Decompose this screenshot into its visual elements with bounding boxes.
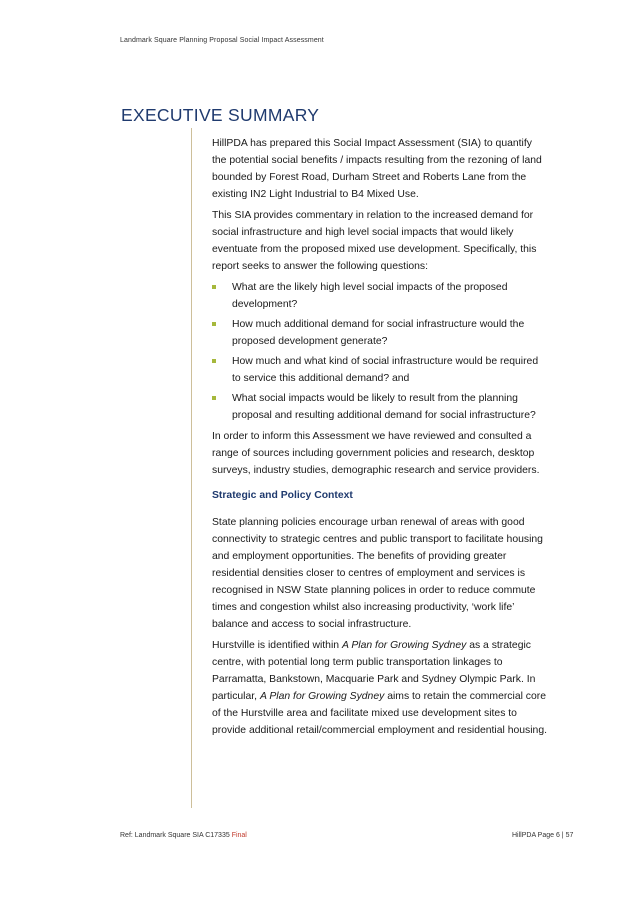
section-heading: Strategic and Policy Context	[212, 490, 353, 501]
status-label: Final	[231, 832, 247, 839]
body-text	[212, 135, 547, 743]
footer-reference: Ref: Landmark Square SIA C17335 Final	[120, 832, 247, 839]
bullet-icon	[212, 396, 216, 400]
paragraph-policy: State planning policies encourage urban renewal of areas with good connectivity to strategic centres and public transport to facilitate housing and employment opportunities. The benefits of providing greater residential densities closer to centres of employment and services is recognised in NSW State planning polices in order to reduce commute times and congestion whilst also increasing productivity, ‘work life’ balance and access to social infrastructure.	[212, 517, 543, 630]
bullet-icon	[212, 359, 216, 363]
list-item: What social impacts would be likely to result from the planning proposal and resulting additional demand for social infrastructure?	[212, 390, 547, 424]
bullet-icon	[212, 285, 216, 289]
margin-rule	[191, 128, 192, 808]
paragraph-hurstville: Hurstville is identified within A Plan for Growing Sydney as a strategic centre, with potential long term public transportation linkages to Parramatta, Bankstown, Macquarie Park and Sydney Olympic Park. In particular, A Plan for Growing Sydney aims to retain the commercial core of the Hurstville area and facilitate mixed use development sites to provide additional retail/commercial employment and residential housing.	[212, 640, 547, 736]
plan-title: A Plan for Growing Sydney	[259, 691, 385, 702]
bullet-icon	[212, 322, 216, 326]
paragraph-sources: In order to inform this Assessment we have reviewed and consulted a range of sources including government policies and research, desktop surveys, industry studies, demographic research and service providers.	[212, 431, 540, 476]
list-item: How much additional demand for social infrastructure would the proposed development generate?	[212, 316, 547, 350]
running-header: Landmark Square Planning Proposal Social Impact Assessment	[120, 37, 324, 44]
page-number: HillPDA Page 6 | 57	[512, 832, 574, 839]
list-item: What are the likely high level social impacts of the proposed development?	[212, 279, 547, 313]
list-item: How much and what kind of social infrastructure would be required to service this additional demand? and	[212, 353, 547, 387]
paragraph-intro: HillPDA has prepared this Social Impact Assessment (SIA) to quantify the potential social benefits / impacts resulting from the rezoning of land bounded by Forest Road, Durham Street and Roberts Lane from the existing IN2 Light Industrial to B4 Mixed Use.	[212, 138, 542, 200]
paragraph-commentary: This SIA provides commentary in relation to the increased demand for social infrastructure and high level social impacts that would likely eventuate from the proposed mixed use development. Specifically, this report seeks to answer the following questions:	[212, 210, 537, 272]
page-title: EXECUTIVE SUMMARY	[121, 105, 320, 125]
plan-title: A Plan for Growing Sydney	[341, 640, 467, 651]
questions-list	[212, 279, 547, 424]
